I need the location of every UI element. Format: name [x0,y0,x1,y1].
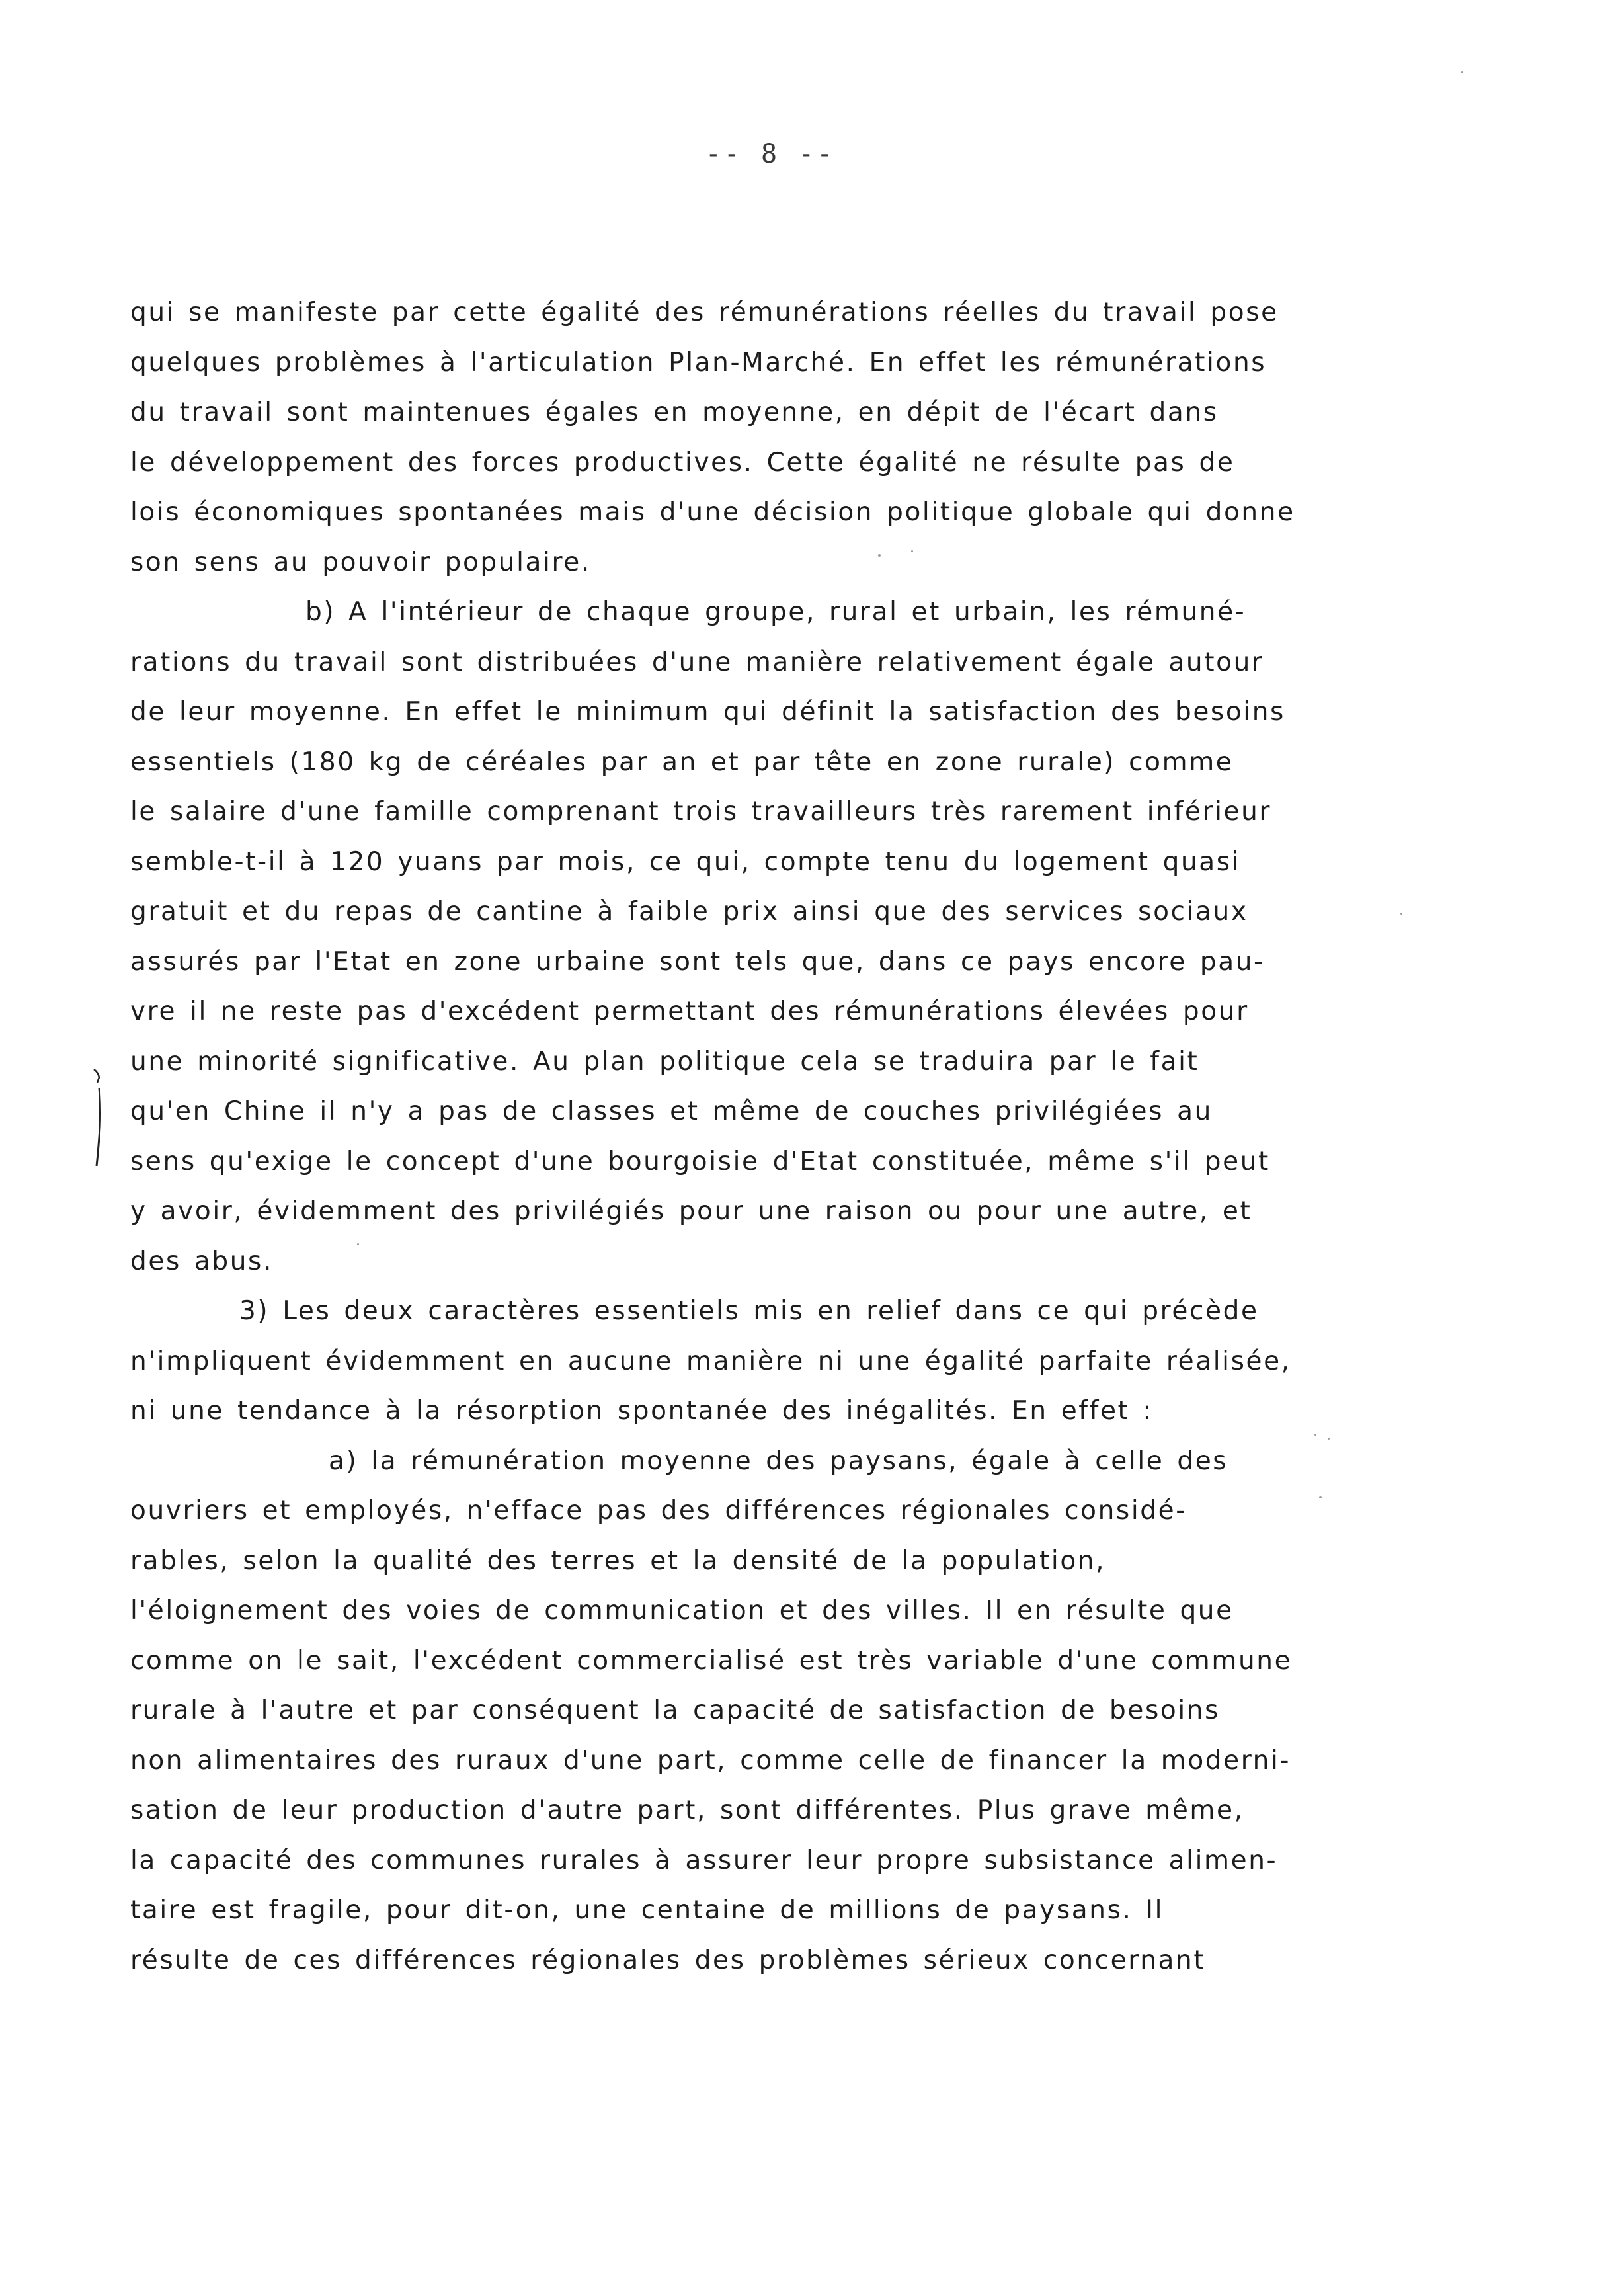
scan-speck [911,550,913,552]
paragraph-a [130,1436,1426,1986]
text-line: gratuit et du repas de cantine à faible prix ainsi que des services sociaux [130,897,1248,926]
text-line: ouvriers et employés, n'efface pas des différences régionales considé- [130,1496,1187,1526]
text-line: du travail sont maintenues égales en moyenne, en dépit de l'écart dans [130,397,1219,427]
text-line: semble-t-il à 120 yuans par mois, ce qui, compte tenu du logement quasi [130,846,1241,877]
text-line: l'éloignement des voies de communication et des villes. Il en résulte que [130,1596,1234,1625]
margin-bracket-mark [91,1068,104,1167]
text-line: son sens au pouvoir populaire. [130,547,591,577]
text-line: vre il ne reste pas d'excédent permettant des rémunérations élevées pour [130,997,1249,1026]
paragraph-continuation [130,288,1426,587]
text-line: taire est fragile, pour dit-on, une centaine de millions de paysans. Il [130,1895,1164,1925]
text-line: n'impliquent évidemment en aucune manière ni une égalité parfaite réalisée, [130,1346,1291,1376]
text-line: le salaire d'une famille comprenant trois travailleurs très rarement inférieur [130,797,1272,827]
text-line: de leur moyenne. En effet le minimum qui définit la satisfaction des besoins [130,697,1285,727]
text-line: sens qu'exige le concept d'une bourgoisie d'Etat constituée, même s'il peut [130,1146,1270,1176]
scan-speck [1400,913,1402,915]
text-line: sation de leur production d'autre part, sont différentes. Plus grave même, [130,1795,1244,1825]
text-line: qu'en Chine il n'y a pas de classes et même de couches privilégiées au [130,1096,1213,1126]
text-line: rations du travail sont distribuées d'une manière relativement égale autour [130,647,1264,677]
text-line: une minorité significative. Au plan politique cela se traduira par le fait [130,1046,1199,1077]
body-text [130,288,1426,1985]
text-line: a) la rémunération moyenne des paysans, égale à celle des [329,1446,1228,1476]
scan-speck [878,554,881,557]
scan-speck [357,1243,359,1245]
text-line: ni une tendance à la résorption spontanée des inégalités. En effet : [130,1396,1154,1426]
text-line: des abus. [130,1246,273,1276]
text-line: rables, selon la qualité des terres et la densité de la population, [130,1545,1106,1576]
text-line: assurés par l'Etat en zone urbaine sont tels que, dans ce pays encore pau- [130,946,1265,977]
text-line: b) A l'intérieur de chaque groupe, rural et urbain, les rémuné- [305,597,1246,627]
margin-bracket-icon [91,1068,104,1167]
text-line: y avoir, évidemment des privilégiés pour une raison ou pour une autre, et [130,1196,1252,1226]
scan-speck [1461,71,1463,73]
paragraph-3 [130,1286,1426,1436]
scan-speck [1328,1438,1330,1440]
text-line: comme on le sait, l'excédent commercialisé est très variable d'une commune [130,1645,1293,1676]
text-line: lois économiques spontanées mais d'une décision politique globale qui donne [130,497,1295,527]
paragraph-b [130,587,1426,1286]
text-line: la capacité des communes rurales à assurer leur propre subsistance alimen- [130,1845,1278,1875]
page-number: -- 8 -- [705,139,836,169]
text-line: quelques problèmes à l'articulation Plan-Marché. En effet les rémunérations [130,347,1267,378]
text-line: le développement des forces productives. Cette égalité ne résulte pas de [130,447,1235,477]
text-line: non alimentaires des ruraux d'une part, comme celle de financer la moderni- [130,1745,1291,1776]
text-line: essentiels (180 kg de céréales par an et par tête en zone rurale) comme [130,747,1234,777]
scan-speck [1319,1496,1322,1498]
text-line: rurale à l'autre et par conséquent la capacité de satisfaction de besoins [130,1696,1221,1725]
text-line: résulte de ces différences régionales des problèmes sérieux concernant [130,1945,1206,1975]
text-line: qui se manifeste par cette égalité des rémunérations réelles du travail pose [130,298,1279,327]
text-line: 3) Les deux caractères essentiels mis en relief dans ce qui précède [239,1296,1259,1326]
scan-speck [1314,1434,1316,1436]
